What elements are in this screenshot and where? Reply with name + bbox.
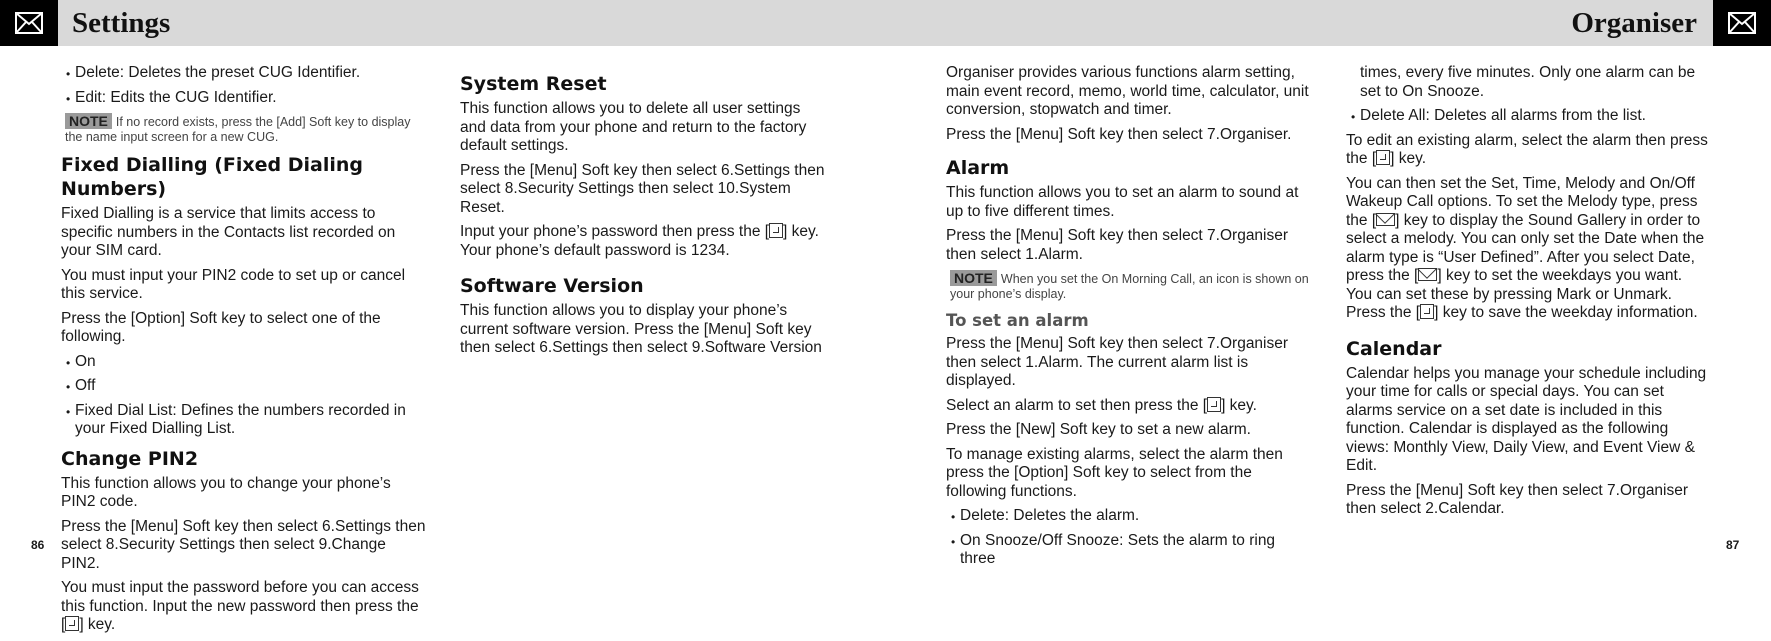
ok-key-icon [65, 616, 79, 631]
list-item: • Off [61, 377, 427, 396]
paragraph: Organiser provides various functions alarm setting, main event record, memo, world time, calculator, unit conversion, stopwatch and timer. [946, 64, 1309, 118]
list-item: • Edit: Edits the CUG Identifier. [61, 89, 427, 108]
heading-to-set-an-alarm: To set an alarm [946, 311, 1089, 330]
paragraph: This function allows you to display your phone’s current software version. Press the [Menu] Soft key then select 6.Settings then select 9.Software Version [460, 302, 822, 356]
note-morning-call [950, 270, 1312, 302]
page-number-left: 86 [31, 538, 45, 552]
list-item: • Delete: Deletes the preset CUG Identifier. [61, 64, 427, 83]
ok-key-icon [1376, 150, 1390, 165]
paragraph [61, 579, 427, 635]
column-2 [460, 64, 826, 364]
paragraph: Press the [Menu] Soft key then select 6.Settings then select 8.Security Settings then select 10.System Reset. [460, 161, 825, 216]
envelope-key-icon [1376, 213, 1395, 226]
section-title-settings: Settings [72, 7, 171, 39]
note-label: NOTE [950, 270, 997, 286]
header-bar [0, 0, 1771, 46]
ok-key-icon [769, 223, 783, 238]
column-4 [1346, 64, 1712, 525]
envelope-key-icon [1418, 268, 1437, 281]
paragraph: Press the [New] Soft key to set a new alarm. [946, 421, 1251, 438]
paragraph: Press the [Option] Soft key to select one of the following. [61, 309, 381, 345]
envelope-icon [1728, 12, 1756, 34]
alarm-functions-list [946, 507, 1312, 569]
paragraph [1346, 175, 1712, 323]
paragraph: Fixed Dialling is a service that limits access to specific numbers in the Contacts list recorded on your SIM card. [61, 205, 396, 259]
paragraph: Press the [Menu] Soft key then select 6.Settings then select 8.Security Settings then select 9.Change PIN2. [61, 517, 426, 572]
text: ] key. [79, 616, 116, 633]
paragraph: Press the [Menu] Soft key then select 7.Organiser then select 1.Alarm. [946, 227, 1289, 263]
fixed-dial-options-list [61, 353, 427, 439]
text: ] key to display the Sound Gallery in order to select a melody. You can only set the Date when the alarm type is “User Defined”. After you select Date, press the [ [1346, 211, 1705, 284]
header-icon-box-left [0, 0, 58, 46]
paragraph: Press the [Menu] Soft key then select 7.Organiser then select 1.Alarm. The current alarm list is displayed. [946, 335, 1289, 389]
paragraph: This function allows you to delete all user settings and data from your phone and return to the factory default settings. [460, 100, 807, 154]
ok-key-icon [1420, 304, 1434, 319]
header-icon-box-right [1713, 0, 1771, 46]
note-cug [65, 113, 427, 145]
paragraph: This function allows you to change your phone’s PIN2 code. [61, 474, 391, 510]
list-item: • On [61, 353, 427, 372]
heading-software-version: Software Version [460, 275, 644, 297]
list-item: • Delete All: Deletes all alarms from the list. [1346, 107, 1712, 126]
section-title-organiser: Organiser [1571, 7, 1697, 39]
text: You must input the password before you can access this function. Input the new password then press the [ [61, 579, 419, 633]
text: To edit an existing alarm, select the alarm then press the [ [1346, 131, 1708, 167]
paragraph [1346, 132, 1712, 169]
heading-alarm: Alarm [946, 157, 1010, 179]
column-1 [61, 64, 427, 641]
paragraph: Press the [Menu] Soft key then select 7.Organiser then select 2.Calendar. [1346, 481, 1689, 517]
paragraph: This function allows you to set an alarm to sound at up to five different times. [946, 184, 1299, 220]
column-3 [946, 64, 1312, 575]
paragraph [460, 223, 826, 260]
text: You can then set the Set, Time, Melody and On/Off Wakeup Call options. To set the Melody type, press the [ [1346, 174, 1698, 229]
note-label: NOTE [65, 113, 112, 129]
alarm-functions-list-continued [1346, 107, 1712, 126]
text: ] key. [1221, 396, 1257, 414]
paragraph: You must input your PIN2 code to set up or cancel this service. [61, 266, 406, 302]
heading-calendar: Calendar [1346, 337, 1442, 360]
text: ] key. Your phone’s default password is 1234. [460, 223, 819, 259]
heading-fixed-dialling: Fixed Dialling (Fixed Dialing Numbers) [61, 154, 364, 200]
paragraph: Calendar helps you manage your schedule including your time for calls or special days. You can set alarms service on a set date is included in this function. Calendar is displayed as the following views: Monthly View, Daily View, and Event View & Edit. [1346, 364, 1707, 474]
ok-key-icon [1207, 397, 1221, 412]
text: ] key to set the weekdays you want. You can set these by pressing Mark or Unmark. Press the [ [1346, 267, 1683, 321]
heading-system-reset: System Reset [460, 73, 607, 95]
paragraph: To manage existing alarms, select the alarm then press the [Option] Soft key to select from the following functions. [946, 445, 1283, 500]
cug-options-list [61, 64, 427, 107]
envelope-icon [15, 12, 43, 34]
list-item: • Delete: Deletes the alarm. [946, 507, 1312, 526]
text: ] key to save the weekday information. [1434, 304, 1698, 321]
text: Select an alarm to set then press the [ [946, 396, 1208, 414]
note-text: When you set the On Morning Call, an icon is shown on your phone’s display. [950, 272, 1309, 301]
note-text: If no record exists, press the [Add] Soft key to display the name input screen for a new CUG. [65, 115, 411, 144]
heading-change-pin2: Change PIN2 [61, 447, 199, 470]
text: ] key. [1390, 150, 1427, 167]
page-number-right: 87 [1726, 538, 1740, 552]
paragraph: times, every five minutes. Only one alarm can be set to On Snooze. [1360, 64, 1696, 100]
list-item: • On Snooze/Off Snooze: Sets the alarm to ring three [946, 532, 1312, 569]
paragraph [946, 397, 1312, 416]
list-item: • Fixed Dial List: Defines the numbers recorded in your Fixed Dialling List. [61, 402, 427, 439]
paragraph: Press the [Menu] Soft key then select 7.Organiser. [946, 125, 1292, 143]
text: Input your phone’s password then press the [ [460, 223, 770, 240]
